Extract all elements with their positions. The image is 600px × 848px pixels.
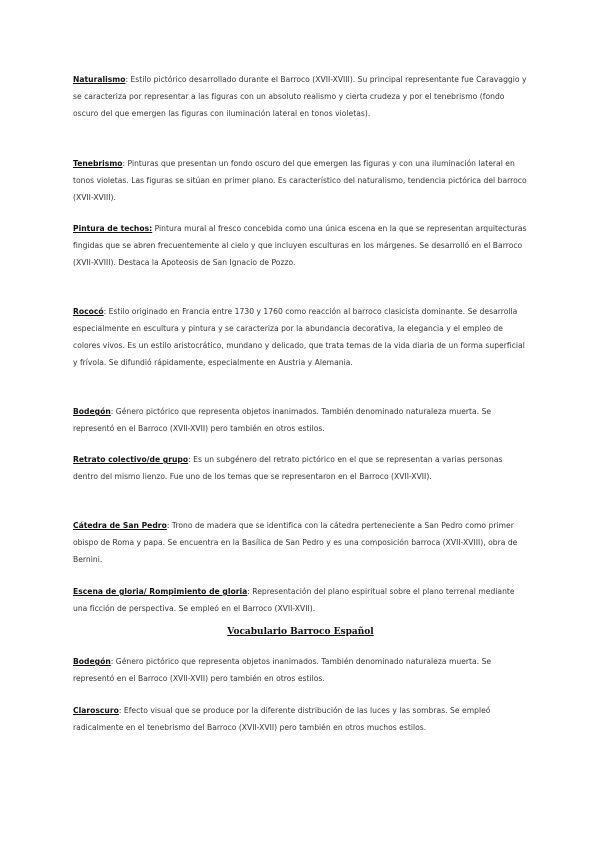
entry-term: Bodegón (73, 407, 111, 416)
entry-definition: : Género pictórico que representa objetos inanimados. También denominado naturaleza muerta. Se representó en el Barroco (XVII-XVII) pero también en otros estilos. (73, 407, 492, 433)
entry-term: Retrato colectivo/de grupo (73, 455, 189, 464)
entry-tenebrismo (73, 155, 528, 206)
entry-term: Pintura de techos: (73, 224, 153, 233)
entry-rococo (73, 303, 528, 371)
entry-term: Rococó (73, 307, 104, 316)
entry-definition: : Es un subgénero del retrato pictórico en el que se representan a varias personas dentro del mismo lienzo. Fue uno de los temas que se representaron en el Barroco (XVII-XVII). (73, 455, 503, 481)
entry-definition: Pintura mural al fresco concebida como una única escena en la que se representan arquitecturas fingidas que se abren frecuentemente al cielo y que incluyen esculturas en los márgenes. Se desarrolló en el Barroco (XVII-XVIII). Destaca la Apoteosis de San Ignacio de Pozzo. (73, 224, 527, 267)
entry-bodegon (73, 403, 528, 437)
entry-term: Cátedra de San Pedro (73, 521, 167, 530)
entry-term: Escena de gloria/ Rompimiento de gloria (73, 587, 248, 596)
entry-retrato-colectivo (73, 451, 528, 485)
entry-catedra-de-san-pedro (73, 517, 528, 568)
entry-term: Tenebrismo (73, 159, 123, 168)
entry-definition: : Trono de madera que se identifica con la cátedra perteneciente a San Pedro como primer obispo de Roma y papa. Se encuentra en la Basílica de San Pedro y es una composición barroca (XVII-XVIII), obra de Bernini. (73, 521, 518, 564)
entry-claroscuro (73, 702, 528, 736)
entry-term: Claroscuro (73, 706, 119, 715)
entry-definition: : Efecto visual que se produce por la diferente distribución de las luces y las sombras. Se empleó radicalmente en el tenebrismo del Barroco (XVII-XVII) pero también en otros muchos estilos. (73, 706, 491, 732)
entry-definition: : Pinturas que presentan un fondo oscuro del que emergen las figuras y con una iluminación lateral en tonos violetas. Las figuras se sitúan en primer plano. Es característico del naturalismo, tendencia pictórica del barroco (XVII-XVIII). (73, 159, 527, 202)
entry-pintura-de-techos (73, 220, 528, 271)
entry-escena-de-gloria (73, 583, 528, 617)
entry-definition: : Estilo originado en Francia entre 1730 y 1760 como reacción al barroco clasicista dominante. Se desarrolla especialmente en escultura y pintura y se caracteriza por la abundancia decorativa, la elegancia y el empleo de colores vivos. Es un estilo aristocrático, mundano y delicado, que trata temas de la vida diaria de un forma superficial y frívola. Se difundió rápidamente, especialmente en Austria y Alemania. (73, 307, 525, 367)
section-title: Vocabulario Barroco Español (227, 627, 374, 637)
entry-definition: : Género pictórico que representa objetos inanimados. También denominado naturaleza muerta. Se representó en el Barroco (XVII-XVII) pero también en otros estilos. (73, 657, 492, 683)
entry-naturalismo (73, 71, 528, 122)
entry-definition: : Representación del plano espiritual sobre el plano terrenal mediante una ficción de perspectiva. Se empleó en el Barroco (XVII-XVII). (73, 587, 515, 613)
entry-definition: : Estilo pictórico desarrollado durante el Barroco (XVII-XVIII). Su principal representante fue Caravaggio y se caracteriza por representar a las figuras con un absoluto realismo y cierta crudeza y por el tenebrismo (fondo oscuro del que emergen las figuras con iluminación lateral en tonos violetas). (73, 75, 527, 118)
entry-bodegon-2 (73, 653, 528, 687)
entry-term: Naturalismo (73, 75, 126, 84)
entry-term: Bodegón (73, 657, 111, 666)
